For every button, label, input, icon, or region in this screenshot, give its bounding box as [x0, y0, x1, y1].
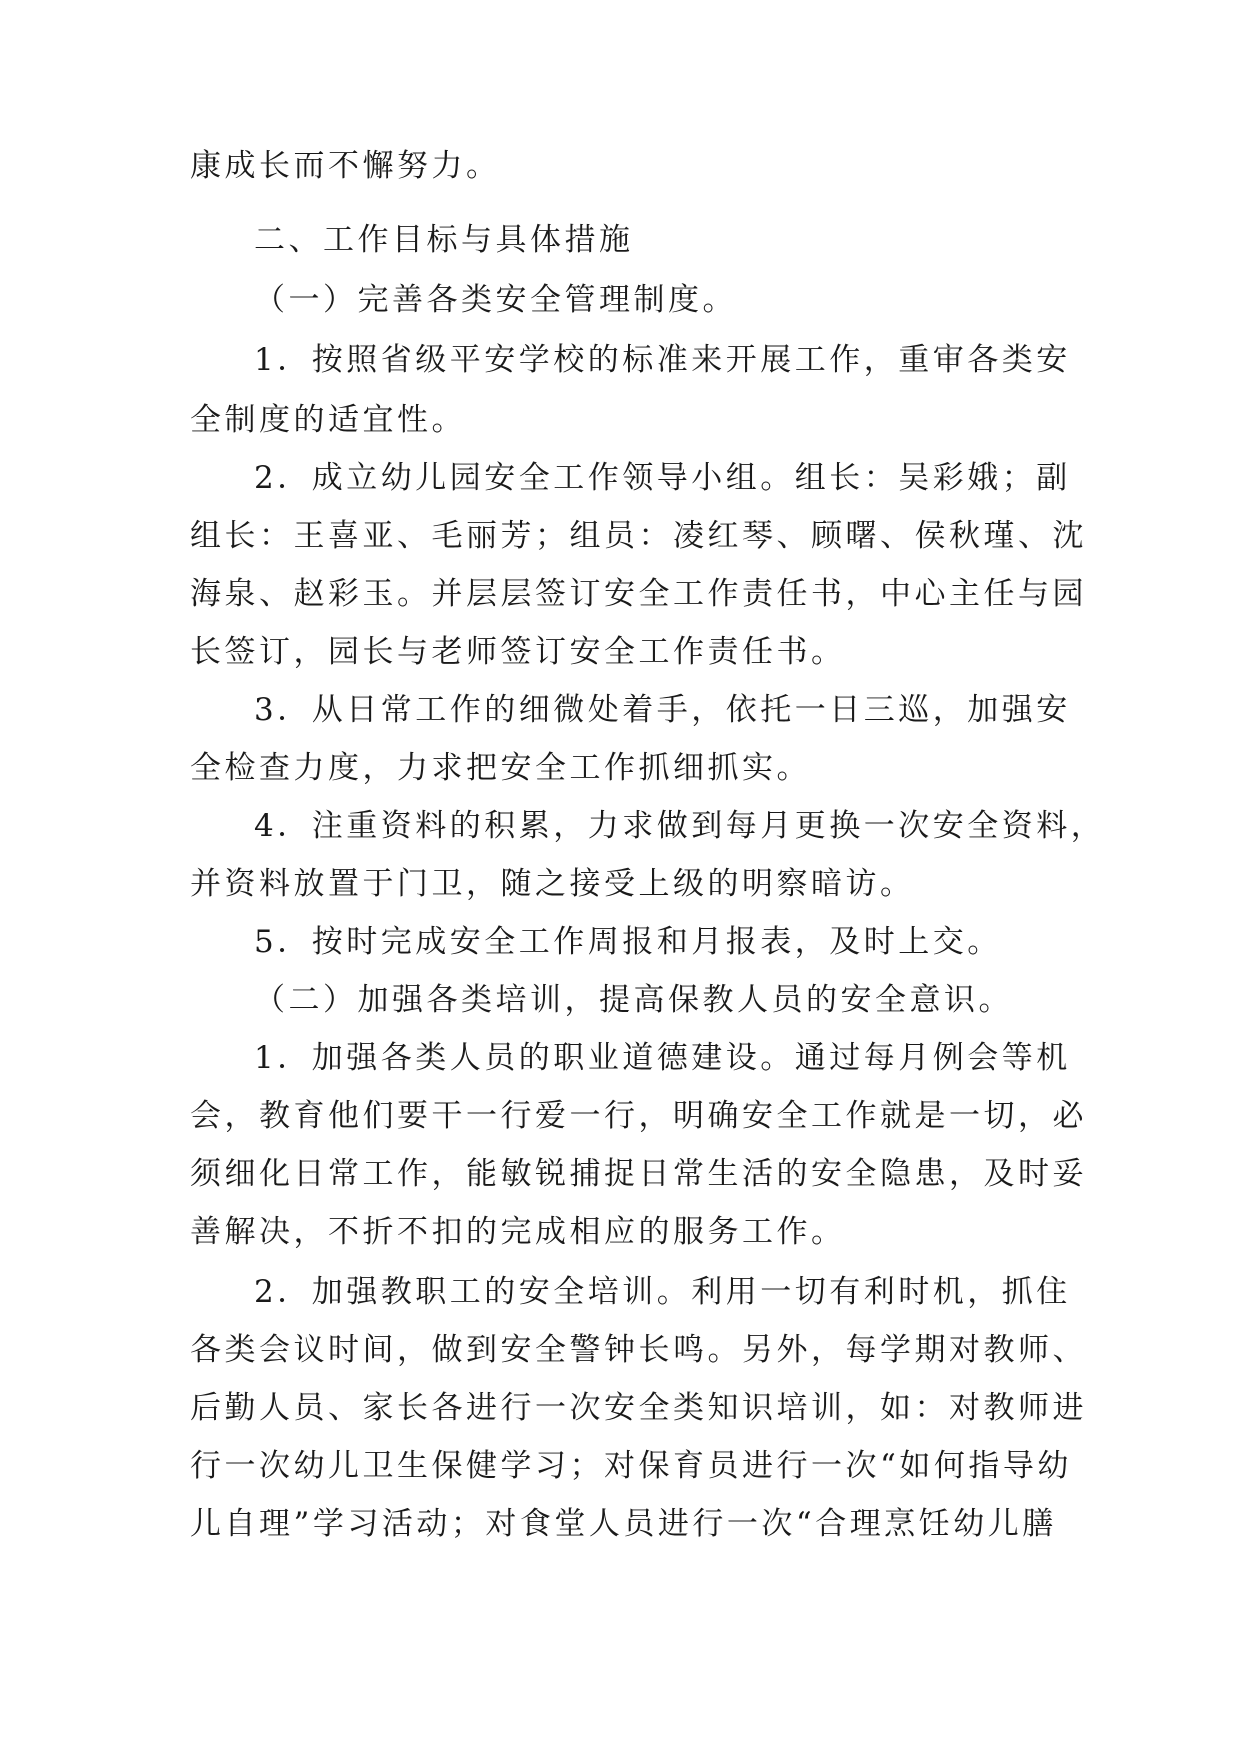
paragraph-line: 2．成立幼儿园安全工作领导小组。组长：吴彩娥；副 — [254, 460, 1071, 496]
section-heading: 二、工作目标与具体措施 — [254, 222, 634, 258]
paragraph-line: 4．注重资料的积累，力求做到每月更换一次安全资料， — [254, 808, 1106, 844]
subsection-heading: （二）加强各类培训，提高保教人员的安全意识。 — [254, 982, 1013, 1018]
paragraph-line: 1．加强各类人员的职业道德建设。通过每月例会等机 — [254, 1040, 1071, 1076]
paragraph-line: 善解决，不折不扣的完成相应的服务工作。 — [190, 1214, 846, 1250]
paragraph-line: 全制度的适宜性。 — [190, 402, 466, 438]
paragraph-line: 长签订，园长与老师签订安全工作责任书。 — [190, 634, 846, 670]
paragraph-line: 行一次幼儿卫生保健学习；对保育员进行一次“如何指导幼 — [190, 1448, 1072, 1484]
text-line: 康成长而不懈努力。 — [190, 148, 501, 184]
paragraph-line: 1．按照省级平安学校的标准来开展工作，重审各类安 — [254, 342, 1071, 378]
paragraph-line: 后勤人员、家长各进行一次安全类知识培训，如：对教师进 — [190, 1390, 1087, 1426]
paragraph-line: 须细化日常工作，能敏锐捕捉日常生活的安全隐患，及时妥 — [190, 1156, 1087, 1192]
paragraph-line: 儿自理”学习活动；对食堂人员进行一次“合理烹饪幼儿膳 — [190, 1506, 1057, 1542]
paragraph-line: 全检查力度，力求把安全工作抓细抓实。 — [190, 750, 811, 786]
paragraph-line: 海泉、赵彩玉。并层层签订安全工作责任书，中心主任与园 — [190, 576, 1087, 612]
paragraph-line: 3．从日常工作的细微处着手，依托一日三巡，加强安 — [254, 692, 1071, 728]
paragraph-line: 各类会议时间，做到安全警钟长鸣。另外，每学期对教师、 — [190, 1332, 1087, 1368]
paragraph-line: 组长：王喜亚、毛丽芳；组员：凌红琴、顾曙、侯秋瑾、沈 — [190, 518, 1087, 554]
paragraph-line: 会，教育他们要干一行爱一行，明确安全工作就是一切，必 — [190, 1098, 1087, 1134]
paragraph-line: 并资料放置于门卫，随之接受上级的明察暗访。 — [190, 866, 915, 902]
paragraph-line: 2．加强教职工的安全培训。利用一切有利时机，抓住 — [254, 1274, 1071, 1310]
paragraph-line: 5．按时完成安全工作周报和月报表，及时上交。 — [254, 924, 1002, 960]
subsection-heading: （一）完善各类安全管理制度。 — [254, 282, 737, 318]
